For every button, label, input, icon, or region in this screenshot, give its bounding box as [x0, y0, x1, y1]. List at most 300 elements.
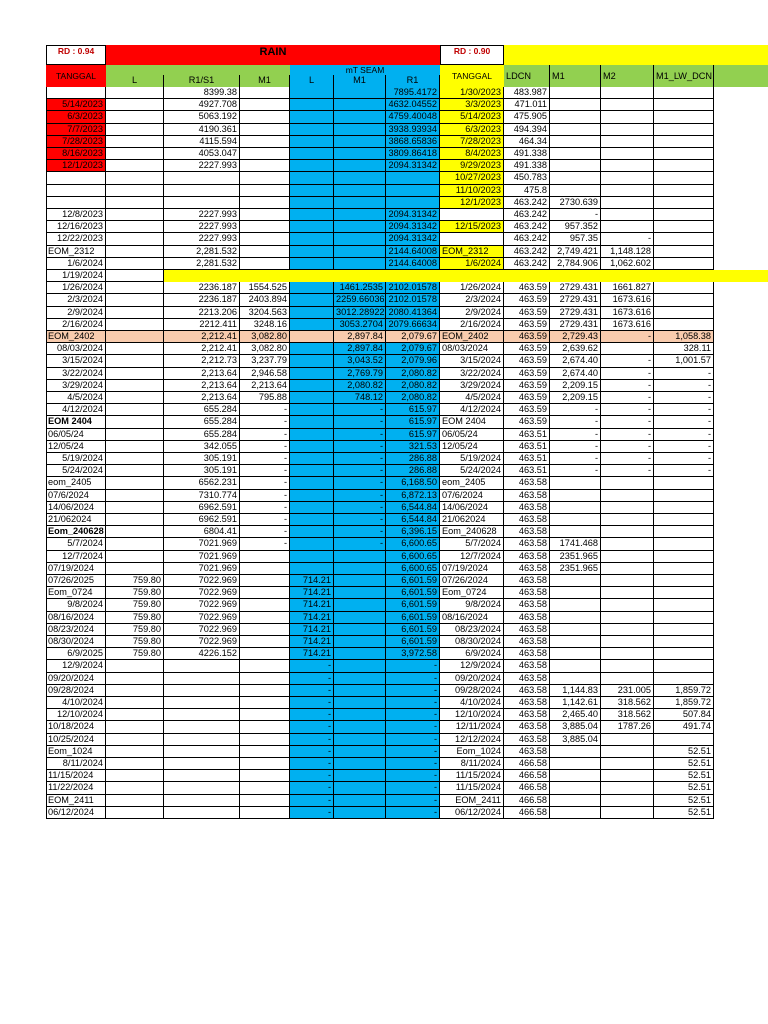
cell-r34-c10: [601, 502, 654, 514]
cell-r6-c1: [106, 160, 164, 172]
cell-r24-c9: 2,209.15: [550, 380, 601, 392]
cell-r55-c1: [106, 758, 164, 770]
cell-r16-c11: [654, 282, 714, 294]
cell-r24-c6: 2,080.82: [386, 380, 440, 392]
cell-r58-c2: [164, 795, 240, 807]
cell-r42-c11: [654, 599, 714, 611]
cell-r50-c7: 4/10/2024: [440, 697, 504, 709]
cell-r19-c2: 2212.411: [164, 319, 240, 331]
cell-r26-c10: -: [601, 404, 654, 416]
cell-r0-c8: 483.987: [504, 87, 550, 99]
cell-r40-c3: [240, 575, 290, 587]
cell-r32-c2: 6562.231: [164, 477, 240, 489]
cell-r16-c9: 2729.431: [550, 282, 601, 294]
cell-r33-c5: -: [334, 490, 386, 502]
cell-r41-c3: [240, 587, 290, 599]
cell-r0-c5: [334, 87, 386, 99]
cell-r21-c5: 2,897.84: [334, 343, 386, 355]
cell-r10-c6: 2094.31342: [386, 209, 440, 221]
cell-r46-c5: [334, 648, 386, 660]
cell-r35-c1: [106, 514, 164, 526]
cell-r58-c7: EOM_2411: [440, 795, 504, 807]
cell-r3-c11: [654, 124, 714, 136]
green-header-extension: [714, 65, 768, 87]
cell-r44-c2: 7022.969: [164, 624, 240, 636]
cell-r27-c9: -: [550, 416, 601, 428]
cell-r25-c2: 2,213.64: [164, 392, 240, 404]
cell-r20-c7: EOM_2402: [440, 331, 504, 343]
cell-r21-c10: [601, 343, 654, 355]
cell-r1-c8: 471.011: [504, 99, 550, 111]
cell-r24-c3: 2,213.64: [240, 380, 290, 392]
cell-r10-c0: 12/8/2023: [46, 209, 106, 221]
cell-r59-c8: 466.58: [504, 807, 550, 819]
cell-r49-c7: 09/28/2024: [440, 685, 504, 697]
cell-r40-c6: 6,601.59: [386, 575, 440, 587]
cell-r7-c3: [240, 172, 290, 184]
cell-r9-c7: 12/1/2023: [440, 197, 504, 209]
col-header-right-0: LDCN: [504, 65, 550, 87]
cell-r39-c11: [654, 563, 714, 575]
cell-r4-c4: [290, 136, 334, 148]
cell-r2-c10: [601, 111, 654, 123]
cell-r48-c7: 09/20/2024: [440, 673, 504, 685]
cell-r34-c4: [290, 502, 334, 514]
cell-r24-c11: -: [654, 380, 714, 392]
cell-r8-c4: [290, 185, 334, 197]
cell-r3-c4: [290, 124, 334, 136]
cell-r59-c2: [164, 807, 240, 819]
cell-r13-c4: [290, 246, 334, 258]
cell-r56-c8: 466.58: [504, 770, 550, 782]
cell-r16-c6: 2102.01578: [386, 282, 440, 294]
cell-r36-c11: [654, 526, 714, 538]
cell-r24-c7: 3/29/2024: [440, 380, 504, 392]
cell-r42-c4: 714.21: [290, 599, 334, 611]
cell-r28-c2: 655.284: [164, 429, 240, 441]
cell-r39-c6: 6,600.65: [386, 563, 440, 575]
cell-r27-c1: [106, 416, 164, 428]
cell-r6-c6: 2094.31342: [386, 160, 440, 172]
cell-r2-c2: 5063.192: [164, 111, 240, 123]
cell-r26-c7: 4/12/2024: [440, 404, 504, 416]
cell-r12-c6: 2094.31342: [386, 233, 440, 245]
cell-r10-c10: [601, 209, 654, 221]
cell-r1-c2: 4927.708: [164, 99, 240, 111]
cell-r55-c0: 8/11/2024: [46, 758, 106, 770]
cell-r35-c8: 463.58: [504, 514, 550, 526]
cell-r19-c0: 2/16/2024: [46, 319, 106, 331]
cell-r42-c3: [240, 599, 290, 611]
cell-r49-c5: [334, 685, 386, 697]
cell-r10-c1: [106, 209, 164, 221]
cell-r5-c5: [334, 148, 386, 160]
cell-r13-c1: [106, 246, 164, 258]
cell-r53-c2: [164, 734, 240, 746]
cell-r32-c8: 463.58: [504, 477, 550, 489]
cell-r22-c11: 1,001.57: [654, 355, 714, 367]
cell-r50-c0: 4/10/2024: [46, 697, 106, 709]
cell-r59-c5: [334, 807, 386, 819]
cell-r51-c2: [164, 709, 240, 721]
cell-r0-c1: [106, 87, 164, 99]
cell-r41-c8: 463.58: [504, 587, 550, 599]
cell-r29-c8: 463.51: [504, 441, 550, 453]
cell-r28-c0: 06/05/24: [46, 429, 106, 441]
cell-r9-c4: [290, 197, 334, 209]
cell-r32-c6: 6,168.50: [386, 477, 440, 489]
cell-r14-c5: [334, 258, 386, 270]
cell-r47-c4: -: [290, 660, 334, 672]
cell-r37-c10: [601, 538, 654, 550]
cell-r11-c9: 957.352: [550, 221, 601, 233]
cell-r50-c6: -: [386, 697, 440, 709]
cell-r47-c5: [334, 660, 386, 672]
cell-r57-c4: -: [290, 782, 334, 794]
cell-r28-c8: 463.51: [504, 429, 550, 441]
cell-r26-c2: 655.284: [164, 404, 240, 416]
cell-r11-c1: [106, 221, 164, 233]
cell-r2-c7: 5/14/2023: [440, 111, 504, 123]
cell-r10-c11: [654, 209, 714, 221]
cell-r17-c5: 2259.66036: [334, 294, 386, 306]
green-header-top: [106, 65, 290, 75]
cell-r28-c10: -: [601, 429, 654, 441]
cell-r7-c10: [601, 172, 654, 184]
cell-r4-c6: 3868.65836: [386, 136, 440, 148]
col-header-mid-1: M1: [334, 75, 386, 87]
cell-r57-c7: 11/15/2024: [440, 782, 504, 794]
cell-r37-c7: 5/7/2024: [440, 538, 504, 550]
cell-r23-c3: 2,946.58: [240, 368, 290, 380]
cell-r14-c6: 2144.64008: [386, 258, 440, 270]
cell-r46-c8: 463.58: [504, 648, 550, 660]
cell-r24-c4: [290, 380, 334, 392]
cell-r6-c9: [550, 160, 601, 172]
cell-r43-c3: [240, 612, 290, 624]
cell-r18-c6: 2080.41364: [386, 307, 440, 319]
cell-r45-c6: 6,601.59: [386, 636, 440, 648]
cell-r40-c9: [550, 575, 601, 587]
cell-r35-c7: 21/062024: [440, 514, 504, 526]
cell-r18-c9: 2729.431: [550, 307, 601, 319]
cell-r20-c5: 2,897.84: [334, 331, 386, 343]
cell-r46-c9: [550, 648, 601, 660]
cell-r3-c7: 6/3/2023: [440, 124, 504, 136]
cell-r20-c4: [290, 331, 334, 343]
cell-r29-c4: [290, 441, 334, 453]
cell-r29-c11: -: [654, 441, 714, 453]
cell-r12-c8: 463.242: [504, 233, 550, 245]
cell-r34-c5: -: [334, 502, 386, 514]
cell-r43-c4: 714.21: [290, 612, 334, 624]
cell-r2-c11: [654, 111, 714, 123]
cell-r56-c6: -: [386, 770, 440, 782]
cell-r33-c10: [601, 490, 654, 502]
cell-r54-c9: [550, 746, 601, 758]
cell-r35-c2: 6962.591: [164, 514, 240, 526]
cell-r56-c4: -: [290, 770, 334, 782]
cell-r3-c6: 3938.93934: [386, 124, 440, 136]
cell-r26-c0: 4/12/2024: [46, 404, 106, 416]
cell-r21-c9: 2,639.62: [550, 343, 601, 355]
cell-r8-c10: [601, 185, 654, 197]
cell-r0-c7: 1/30/2023: [440, 87, 504, 99]
cell-r19-c8: 463.59: [504, 319, 550, 331]
cell-r10-c3: [240, 209, 290, 221]
cell-r59-c1: [106, 807, 164, 819]
cell-r9-c2: [164, 197, 240, 209]
cell-r17-c3: 2403.894: [240, 294, 290, 306]
cell-r34-c2: 6962.591: [164, 502, 240, 514]
cell-r34-c0: 14/06/2024: [46, 502, 106, 514]
cell-r50-c8: 463.58: [504, 697, 550, 709]
cell-r22-c4: [290, 355, 334, 367]
cell-r44-c0: 08/23/2024: [46, 624, 106, 636]
cell-r50-c10: 318.562: [601, 697, 654, 709]
cell-r31-c11: -: [654, 465, 714, 477]
cell-r39-c5: [334, 563, 386, 575]
cell-r55-c3: [240, 758, 290, 770]
cell-r11-c7: 12/15/2023: [440, 221, 504, 233]
cell-r49-c0: 09/28/2024: [46, 685, 106, 697]
cell-r52-c1: [106, 721, 164, 733]
cell-r16-c3: 1554.525: [240, 282, 290, 294]
cell-r48-c4: -: [290, 673, 334, 685]
cell-r51-c4: -: [290, 709, 334, 721]
cell-r11-c3: [240, 221, 290, 233]
cell-r30-c1: [106, 453, 164, 465]
cell-r14-c2: 2,281.532: [164, 258, 240, 270]
cell-r30-c10: -: [601, 453, 654, 465]
cell-r7-c7: 10/27/2023: [440, 172, 504, 184]
cell-r17-c7: 2/3/2024: [440, 294, 504, 306]
cell-r19-c1: [106, 319, 164, 331]
cell-r25-c1: [106, 392, 164, 404]
cell-r55-c7: 8/11/2024: [440, 758, 504, 770]
cell-r45-c4: 714.21: [290, 636, 334, 648]
cell-r31-c7: 5/24/2024: [440, 465, 504, 477]
cell-r26-c3: -: [240, 404, 290, 416]
cell-r47-c10: [601, 660, 654, 672]
cell-r17-c0: 2/3/2024: [46, 294, 106, 306]
cell-r0-c6: 7895.4172: [386, 87, 440, 99]
cell-r56-c0: 11/15/2024: [46, 770, 106, 782]
cell-r50-c5: [334, 697, 386, 709]
cell-r22-c9: 2,674.40: [550, 355, 601, 367]
cell-r57-c6: -: [386, 782, 440, 794]
cell-r14-c10: 1,062.602: [601, 258, 654, 270]
cell-r48-c1: [106, 673, 164, 685]
cell-r55-c9: [550, 758, 601, 770]
cell-r54-c5: [334, 746, 386, 758]
cell-r33-c8: 463.58: [504, 490, 550, 502]
cell-r37-c0: 5/7/2024: [46, 538, 106, 550]
cell-r54-c8: 463.58: [504, 746, 550, 758]
cell-r39-c2: 7021.969: [164, 563, 240, 575]
cell-r56-c9: [550, 770, 601, 782]
cell-r3-c9: [550, 124, 601, 136]
cell-r38-c4: [290, 551, 334, 563]
cell-r16-c10: 1661.827: [601, 282, 654, 294]
cell-r3-c5: [334, 124, 386, 136]
cell-r33-c3: -: [240, 490, 290, 502]
cell-r4-c11: [654, 136, 714, 148]
cell-r19-c5: 3053.2704: [334, 319, 386, 331]
cell-r33-c2: 7310.774: [164, 490, 240, 502]
cell-r41-c6: 6,601.59: [386, 587, 440, 599]
cell-r47-c1: [106, 660, 164, 672]
cell-r5-c8: 491.338: [504, 148, 550, 160]
cell-r49-c4: -: [290, 685, 334, 697]
cell-r3-c1: [106, 124, 164, 136]
cell-r9-c6: [386, 197, 440, 209]
cell-r0-c10: [601, 87, 654, 99]
cell-r34-c3: -: [240, 502, 290, 514]
cell-r32-c4: [290, 477, 334, 489]
cell-r49-c3: [240, 685, 290, 697]
cell-r8-c5: [334, 185, 386, 197]
cell-r25-c0: 4/5/2024: [46, 392, 106, 404]
cell-r16-c2: 2236.187: [164, 282, 240, 294]
cell-r37-c1: [106, 538, 164, 550]
cell-r45-c3: [240, 636, 290, 648]
cell-r8-c11: [654, 185, 714, 197]
cell-r52-c8: 463.58: [504, 721, 550, 733]
cell-r43-c10: [601, 612, 654, 624]
cell-r50-c9: 1,142.61: [550, 697, 601, 709]
cell-r42-c7: 9/8/2024: [440, 599, 504, 611]
cell-r59-c7: 06/12/2024: [440, 807, 504, 819]
cell-r41-c2: 7022.969: [164, 587, 240, 599]
cell-r35-c5: -: [334, 514, 386, 526]
cell-r35-c10: [601, 514, 654, 526]
cell-r1-c6: 4632.04552: [386, 99, 440, 111]
cell-r3-c3: [240, 124, 290, 136]
cell-r31-c8: 463.51: [504, 465, 550, 477]
cell-r52-c5: [334, 721, 386, 733]
cell-r4-c5: [334, 136, 386, 148]
cell-r41-c4: 714.21: [290, 587, 334, 599]
cell-r17-c4: [290, 294, 334, 306]
cell-r0-c11: [654, 87, 714, 99]
cell-r34-c8: 463.58: [504, 502, 550, 514]
cell-r13-c7: EOM_2312: [440, 246, 504, 258]
cell-r12-c1: [106, 233, 164, 245]
cell-r48-c10: [601, 673, 654, 685]
cell-r53-c1: [106, 734, 164, 746]
cell-r52-c9: 3,885.04: [550, 721, 601, 733]
cell-r35-c4: [290, 514, 334, 526]
cell-r5-c2: 4053.047: [164, 148, 240, 160]
cell-r25-c8: 463.59: [504, 392, 550, 404]
cell-r59-c0: 06/12/2024: [46, 807, 106, 819]
yellow-header-fill: [504, 45, 768, 65]
cell-r2-c5: [334, 111, 386, 123]
cell-r33-c9: [550, 490, 601, 502]
cell-r43-c7: 08/16/2024: [440, 612, 504, 624]
cell-r1-c10: [601, 99, 654, 111]
cell-r34-c9: [550, 502, 601, 514]
cell-r13-c11: [654, 246, 714, 258]
cell-r7-c11: [654, 172, 714, 184]
cell-r57-c0: 11/22/2024: [46, 782, 106, 794]
cell-r38-c6: 6,600.65: [386, 551, 440, 563]
cell-r28-c9: -: [550, 429, 601, 441]
cell-r31-c0: 5/24/2024: [46, 465, 106, 477]
cell-r46-c1: 759.80: [106, 648, 164, 660]
cell-r27-c4: [290, 416, 334, 428]
cell-r45-c0: 08/30/2024: [46, 636, 106, 648]
cell-r21-c1: [106, 343, 164, 355]
cell-r44-c4: 714.21: [290, 624, 334, 636]
cell-r45-c10: [601, 636, 654, 648]
cell-r31-c2: 305.191: [164, 465, 240, 477]
cell-r8-c8: 475.8: [504, 185, 550, 197]
cell-r53-c4: -: [290, 734, 334, 746]
cell-r12-c7: [440, 233, 504, 245]
cell-r58-c11: 52.51: [654, 795, 714, 807]
cell-r19-c10: 1673.616: [601, 319, 654, 331]
cell-r35-c11: [654, 514, 714, 526]
cell-r36-c9: [550, 526, 601, 538]
cell-r58-c5: [334, 795, 386, 807]
cell-r39-c7: 07/19/2024: [440, 563, 504, 575]
cell-r7-c4: [290, 172, 334, 184]
cell-r0-c0: [46, 87, 106, 99]
cell-r21-c2: 2,212.41: [164, 343, 240, 355]
cell-r27-c5: -: [334, 416, 386, 428]
cell-r57-c5: [334, 782, 386, 794]
cell-r38-c7: 12/7/2024: [440, 551, 504, 563]
cell-r6-c11: [654, 160, 714, 172]
col-header-left-1: R1/S1: [164, 75, 240, 87]
cell-r56-c2: [164, 770, 240, 782]
cell-r57-c9: [550, 782, 601, 794]
cell-r36-c10: [601, 526, 654, 538]
cell-r10-c7: [440, 209, 504, 221]
cell-r21-c6: 2,079.67: [386, 343, 440, 355]
cell-r2-c8: 475.905: [504, 111, 550, 123]
cell-r25-c9: 2,209.15: [550, 392, 601, 404]
cell-r7-c0: [46, 172, 106, 184]
cell-r59-c4: -: [290, 807, 334, 819]
cell-r26-c9: -: [550, 404, 601, 416]
cell-r51-c9: 2,465.40: [550, 709, 601, 721]
cell-r56-c11: 52.51: [654, 770, 714, 782]
cell-r38-c1: [106, 551, 164, 563]
cell-r47-c7: 12/9/2024: [440, 660, 504, 672]
col-header-mid-2: R1: [386, 75, 440, 87]
cell-r32-c11: [654, 477, 714, 489]
cell-r44-c10: [601, 624, 654, 636]
cell-r5-c0: 8/16/2023: [46, 148, 106, 160]
cell-r23-c0: 3/22/2024: [46, 368, 106, 380]
cell-r32-c9: [550, 477, 601, 489]
cell-r43-c6: 6,601.59: [386, 612, 440, 624]
cell-r42-c10: [601, 599, 654, 611]
cell-r44-c7: 08/23/2024: [440, 624, 504, 636]
cell-r26-c1: [106, 404, 164, 416]
cell-r43-c9: [550, 612, 601, 624]
cell-r51-c5: [334, 709, 386, 721]
cell-r23-c5: 2,769.79: [334, 368, 386, 380]
cell-r33-c7: 07/6/2024: [440, 490, 504, 502]
cell-r8-c1: [106, 185, 164, 197]
cell-r33-c6: 6,872.13: [386, 490, 440, 502]
cell-r1-c9: [550, 99, 601, 111]
cell-r21-c11: 328.11: [654, 343, 714, 355]
